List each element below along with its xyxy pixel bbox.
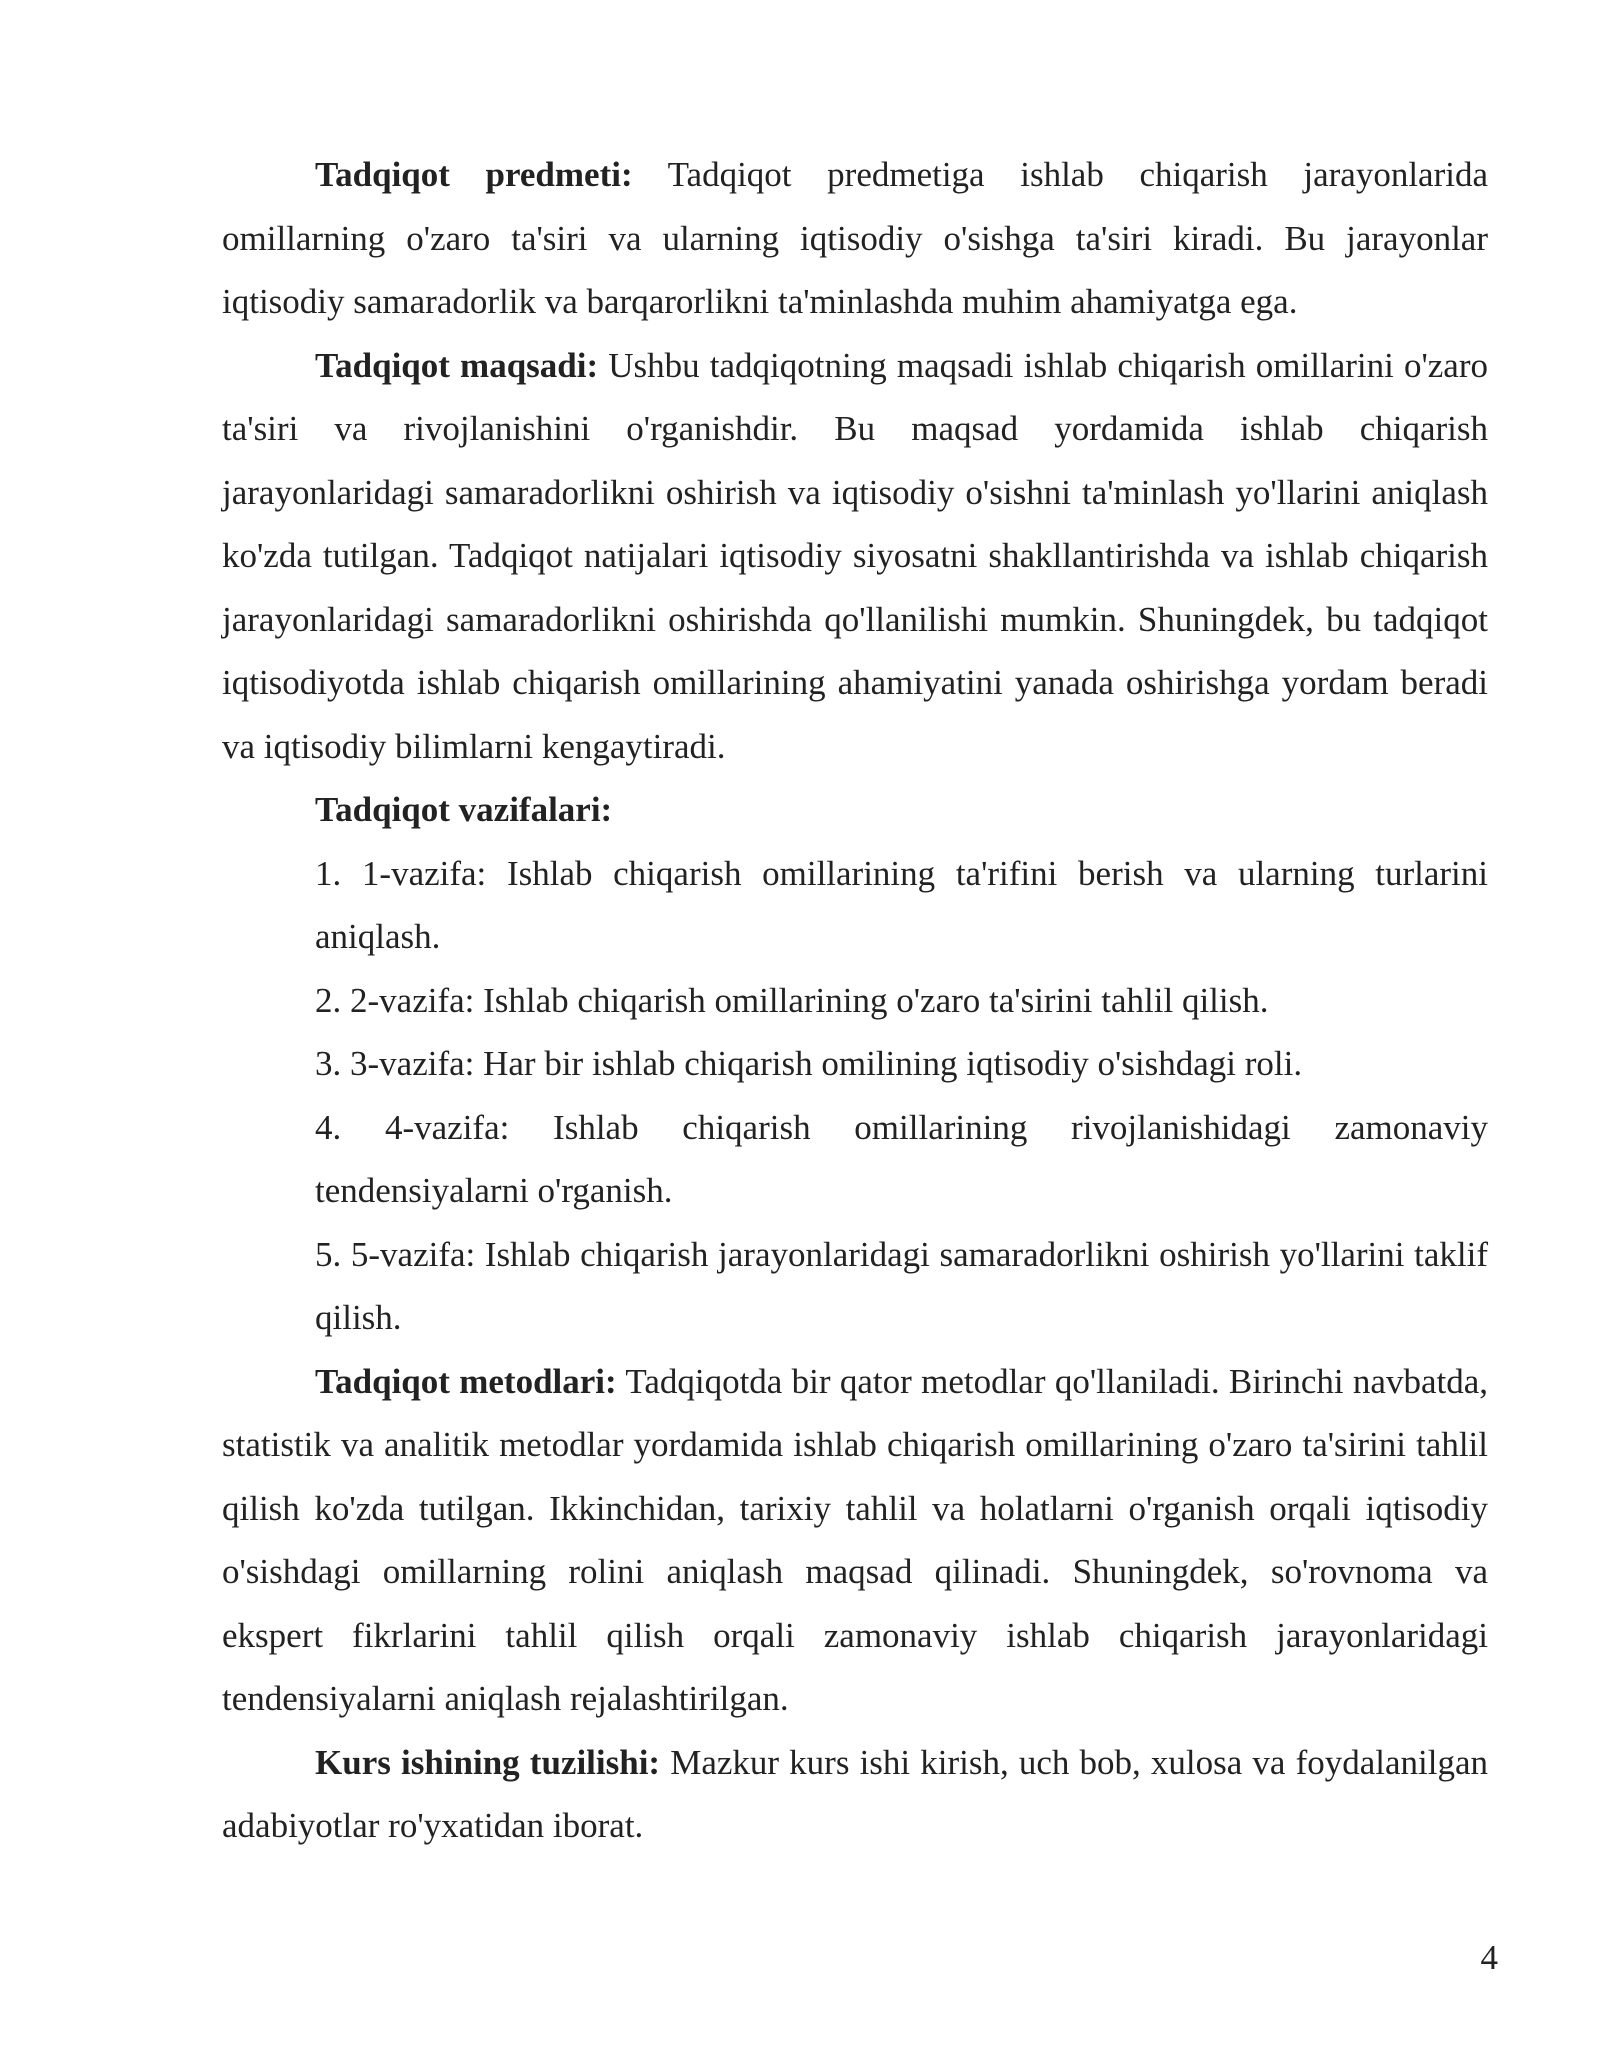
subject-paragraph: [222, 143, 1488, 334]
task-item-2: 2. 2-vazifa: Ishlab chiqarish omillarining o'zaro ta'sirini tahlil qilish.: [315, 980, 1269, 1020]
methods-heading: Tadqiqot metodlari:: [315, 1361, 617, 1401]
tasks-heading: Tadqiqot vazifalari:: [315, 790, 613, 829]
methods-paragraph: [222, 1350, 1488, 1731]
subject-text: Tadqiqot predmetiga ishlab chiqarish jarayonlarida omillarning o'zaro ta'siri va ularning iqtisodiy o'sishga ta'siri kiradi. Bu jarayonlar iqtisodiy samaradorlik va barqarorlikni ta'minlashda muhim ahamiyatga ega.: [222, 155, 1488, 321]
page-body: [222, 143, 1488, 1858]
subject-heading: Tadqiqot predmeti:: [315, 155, 633, 194]
task-item-1: 1. 1-vazifa: Ishlab chiqarish omillarining ta'rifini berish va ularning turlarini aniqlash.: [315, 853, 1488, 956]
structure-heading: Kurs ishining tuzilishi:: [315, 1742, 661, 1782]
page-number: 4: [1480, 1938, 1498, 1977]
structure-text: Mazkur kurs ishi kirish, uch bob, xulosa va foydalanilgan adabiyotlar ro'yxatidan iborat.: [222, 1742, 1488, 1845]
goal-text: Ushbu tadqiqotning maqsadi ishlab chiqarish omillarini o'zaro ta'siri va rivojlanishini o'rganishdir. Bu maqsad yordamida ishlab chiqarish jarayonlaridagi samaradorlikni oshirish va iqtisodiy o'sishni ta'minlash yo'llarini aniqlash ko'zda tutilgan. Tadqiqot natijalari iqtisodiy siyosatni shakllantirishda va ishlab chiqarish jarayonlaridagi samaradorlikni oshirishda qo'llanilishi mumkin. Shuningdek, bu tadqiqot iqtisodiyotda ishlab chiqarish omillarining ahamiyatini yanada oshirishga yordam beradi va iqtisodiy bilimlarni kengaytiradi.: [222, 345, 1488, 766]
structure-paragraph: [222, 1731, 1488, 1858]
task-item-5: 5. 5-vazifa: Ishlab chiqarish jarayonlaridagi samaradorlikni oshirish yo'llarini taklif qilish.: [315, 1234, 1488, 1337]
task-item-3: 3. 3-vazifa: Har bir ishlab chiqarish omilining iqtisodiy o'sishdagi roli.: [315, 1044, 1303, 1083]
methods-text: Tadqiqotda bir qator metodlar qo'llaniladi. Birinchi navbatda, statistik va analitik metodlar yordamida ishlab chiqarish omillarining o'zaro ta'sirini tahlil qilish ko'zda tutilgan. Ikkinchidan, tarixiy tahlil va holatlarni o'rganish orqali iqtisodiy o'sishdagi omillarning rolini aniqlash maqsad qilinadi. Shuningdek, so'rovnoma va ekspert fikrlarini tahlil qilish orqali zamonaviy ishlab chiqarish jarayonlaridagi tendensiyalarni aniqlash rejalashtirilgan.: [222, 1361, 1488, 1718]
goal-heading: Tadqiqot maqsadi:: [315, 345, 599, 385]
goal-paragraph: [222, 334, 1488, 779]
task-item-4: 4. 4-vazifa: Ishlab chiqarish omillarining rivojlanishidagi zamonaviy tendensiyalarni o'rganish.: [315, 1107, 1488, 1210]
